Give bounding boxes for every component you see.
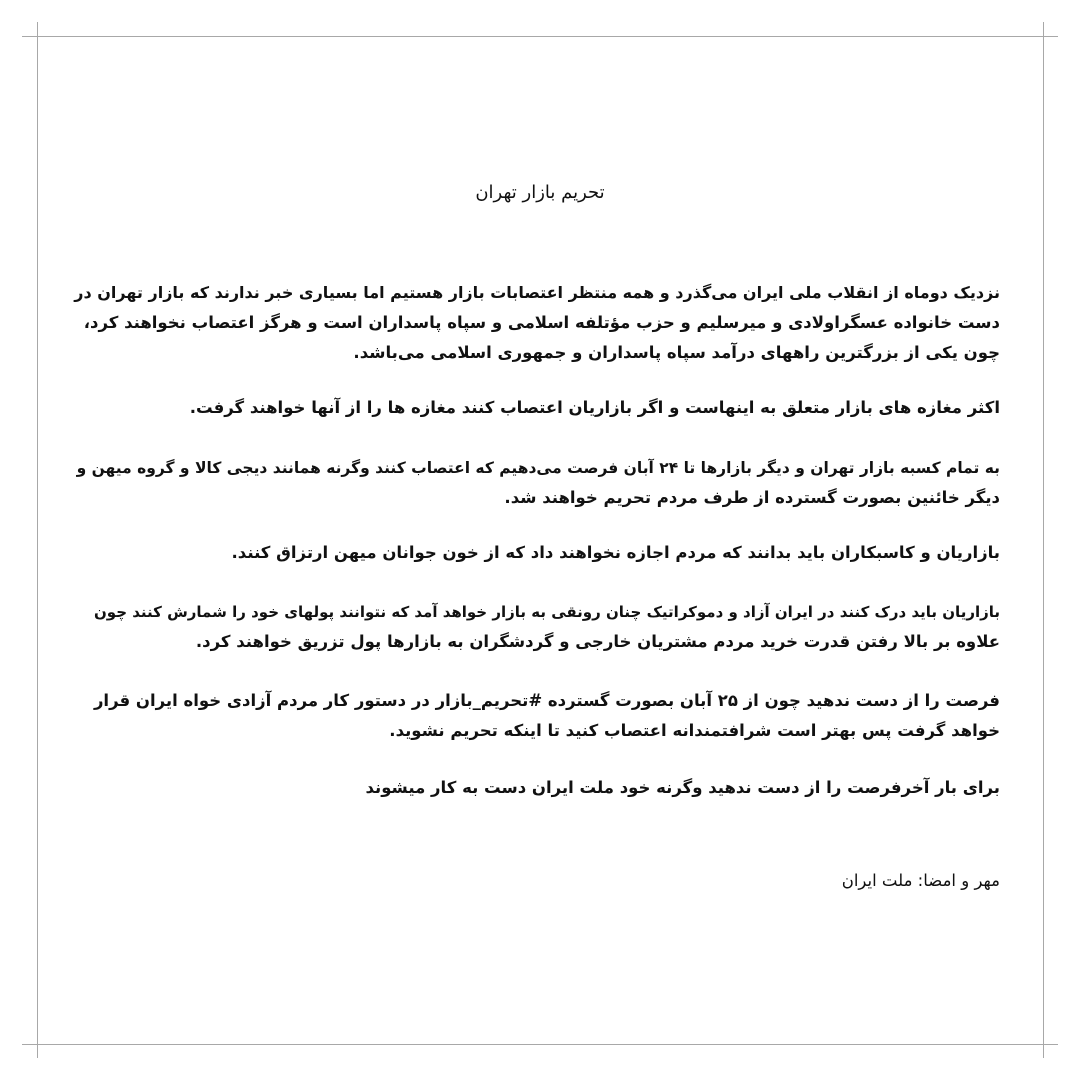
paragraph-line: دست خانواده عسگراولادی و میرسلیم و حزب مؤتلفه اسلامی و سپاه پاسداران است و هرگز اعتصاب نخواهند کرد،: [83, 313, 1000, 332]
frame-line-bottom: [22, 1044, 1058, 1045]
document-title: تحریم بازار تهران: [475, 182, 605, 203]
paragraph-line: نزدیک دوماه از انقلاب ملی ایران می‌گذرد و همه منتظر اعتصابات بازار هستیم اما بسیاری خبر ندارند که بازار تهران در: [74, 283, 1000, 302]
paragraph-3: [70, 453, 1000, 513]
paragraph-line: چون یکی از بزرگترین راههای درآمد سپاه پاسداران و جمهوری اسلامی می‌باشد.: [353, 343, 1000, 362]
paragraph-line: علاوه بر بالا رفتن قدرت خرید مردم مشتریان خارجی و گردشگران به بازارها پول تزریق خواهند کرد.: [195, 632, 1000, 651]
paragraph-2: [70, 393, 1000, 423]
frame-line-left: [37, 22, 38, 1058]
paragraph-line: خواهد گرفت پس بهتر است شرافتمندانه اعتصاب کنید تا اینکه تحریم نشوید.: [389, 721, 1000, 740]
paragraph-line: بازاریان و کاسبکاران باید بدانند که مردم اجازه نخواهند داد که از خون جوانان میهن ارتزاق کنند.: [231, 543, 1000, 562]
paragraph-line: فرصت را از دست ندهید چون از ۲۵ آبان بصورت گسترده #تحریم_بازار در دستور کار مردم آزادی خواه ایران قرار: [93, 691, 1000, 710]
paragraph-1: [70, 278, 1000, 368]
paragraph-line: دیگر خائنین بصورت گسترده از طرف مردم تحریم خواهند شد.: [504, 488, 1000, 507]
paragraph-line: برای بار آخرفرصت را از دست ندهید وگرنه خود ملت ایران دست به کار میشوند: [365, 778, 1000, 797]
paragraph-6: [70, 686, 1000, 746]
paragraph-4: [70, 538, 1000, 568]
signature: مهر و امضا: ملت ایران: [841, 871, 1000, 890]
paragraph-line: اکثر مغازه های بازار متعلق به اینهاست و اگر بازاریان اعتصاب کنند مغازه ها را از آنها خواهند گرفت.: [189, 398, 1000, 417]
paragraph-7: [70, 773, 1000, 803]
frame-line-top: [22, 36, 1058, 37]
frame-line-right: [1043, 22, 1044, 1058]
paragraph-5: [70, 597, 1000, 657]
paragraph-line: به تمام کسبه بازار تهران و دیگر بازارها تا ۲۴ آبان فرصت می‌دهیم که اعتصاب کنند وگرنه همانند دیجی کالا و گروه میهن و: [76, 459, 1000, 477]
paragraph-line: بازاریان باید درک کنند در ایران آزاد و دموکراتیک چنان رونقی به بازار خواهد آمد که نتوانند پولهای خود را شمارش کنند چون: [94, 603, 1000, 621]
